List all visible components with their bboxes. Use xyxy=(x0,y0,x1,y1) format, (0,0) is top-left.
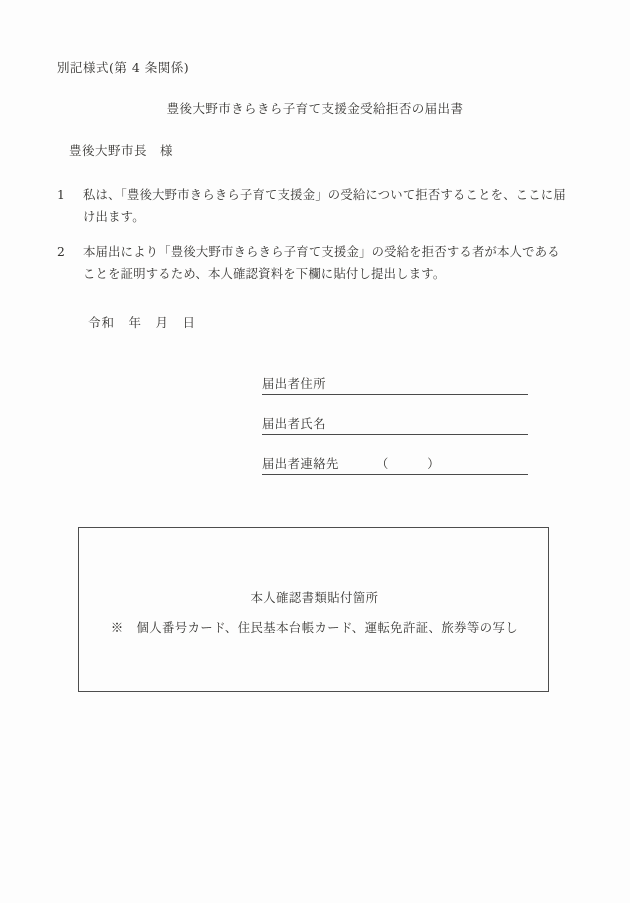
paragraph-body xyxy=(57,242,582,285)
attachment-box-note: ※ 個人番号カード、住民基本台帳カード、運転免許証、旅券等の写し xyxy=(110,621,519,635)
paragraph-number: 1 xyxy=(57,188,66,202)
paragraph-body xyxy=(57,185,582,228)
date-line: 令和 年 月 日 xyxy=(88,315,197,330)
field-label: 届出者連絡先 xyxy=(262,457,339,471)
paragraph-line: 私は、「豊後大野市きらきら子育て支援金」の受給について拒否することを、ここに届 xyxy=(83,188,566,202)
id-document-attachment-box xyxy=(78,527,549,692)
phone-area-code-parentheses: （ ） xyxy=(376,457,440,471)
paragraph-line: 本届出により「豊後大野市きらきら子育て支援金」の受給を拒否する者が本人である xyxy=(83,245,560,259)
paragraph-line: ことを証明するため、本人確認資料を下欄に貼付し提出します。 xyxy=(83,266,446,281)
paragraph-item xyxy=(57,185,582,228)
paragraph-line: け出ます。 xyxy=(83,209,145,224)
field-applicant-address[interactable] xyxy=(262,374,528,395)
field-applicant-name[interactable] xyxy=(262,414,528,435)
field-label: 届出者氏名 xyxy=(262,417,326,431)
attachment-box-heading: 本人確認書類貼付箇所 xyxy=(250,591,379,605)
addressee-line: 豊後大野市長 様 xyxy=(69,143,174,158)
form-code-label: 別記様式(第 4 条関係) xyxy=(57,60,190,75)
field-applicant-contact[interactable] xyxy=(262,454,528,475)
paragraph-number: 2 xyxy=(57,245,66,259)
field-label: 届出者住所 xyxy=(262,377,326,391)
document-title: 豊後大野市きらきら子育て支援金受給拒否の届出書 xyxy=(166,101,464,116)
paragraph-item xyxy=(57,242,582,285)
